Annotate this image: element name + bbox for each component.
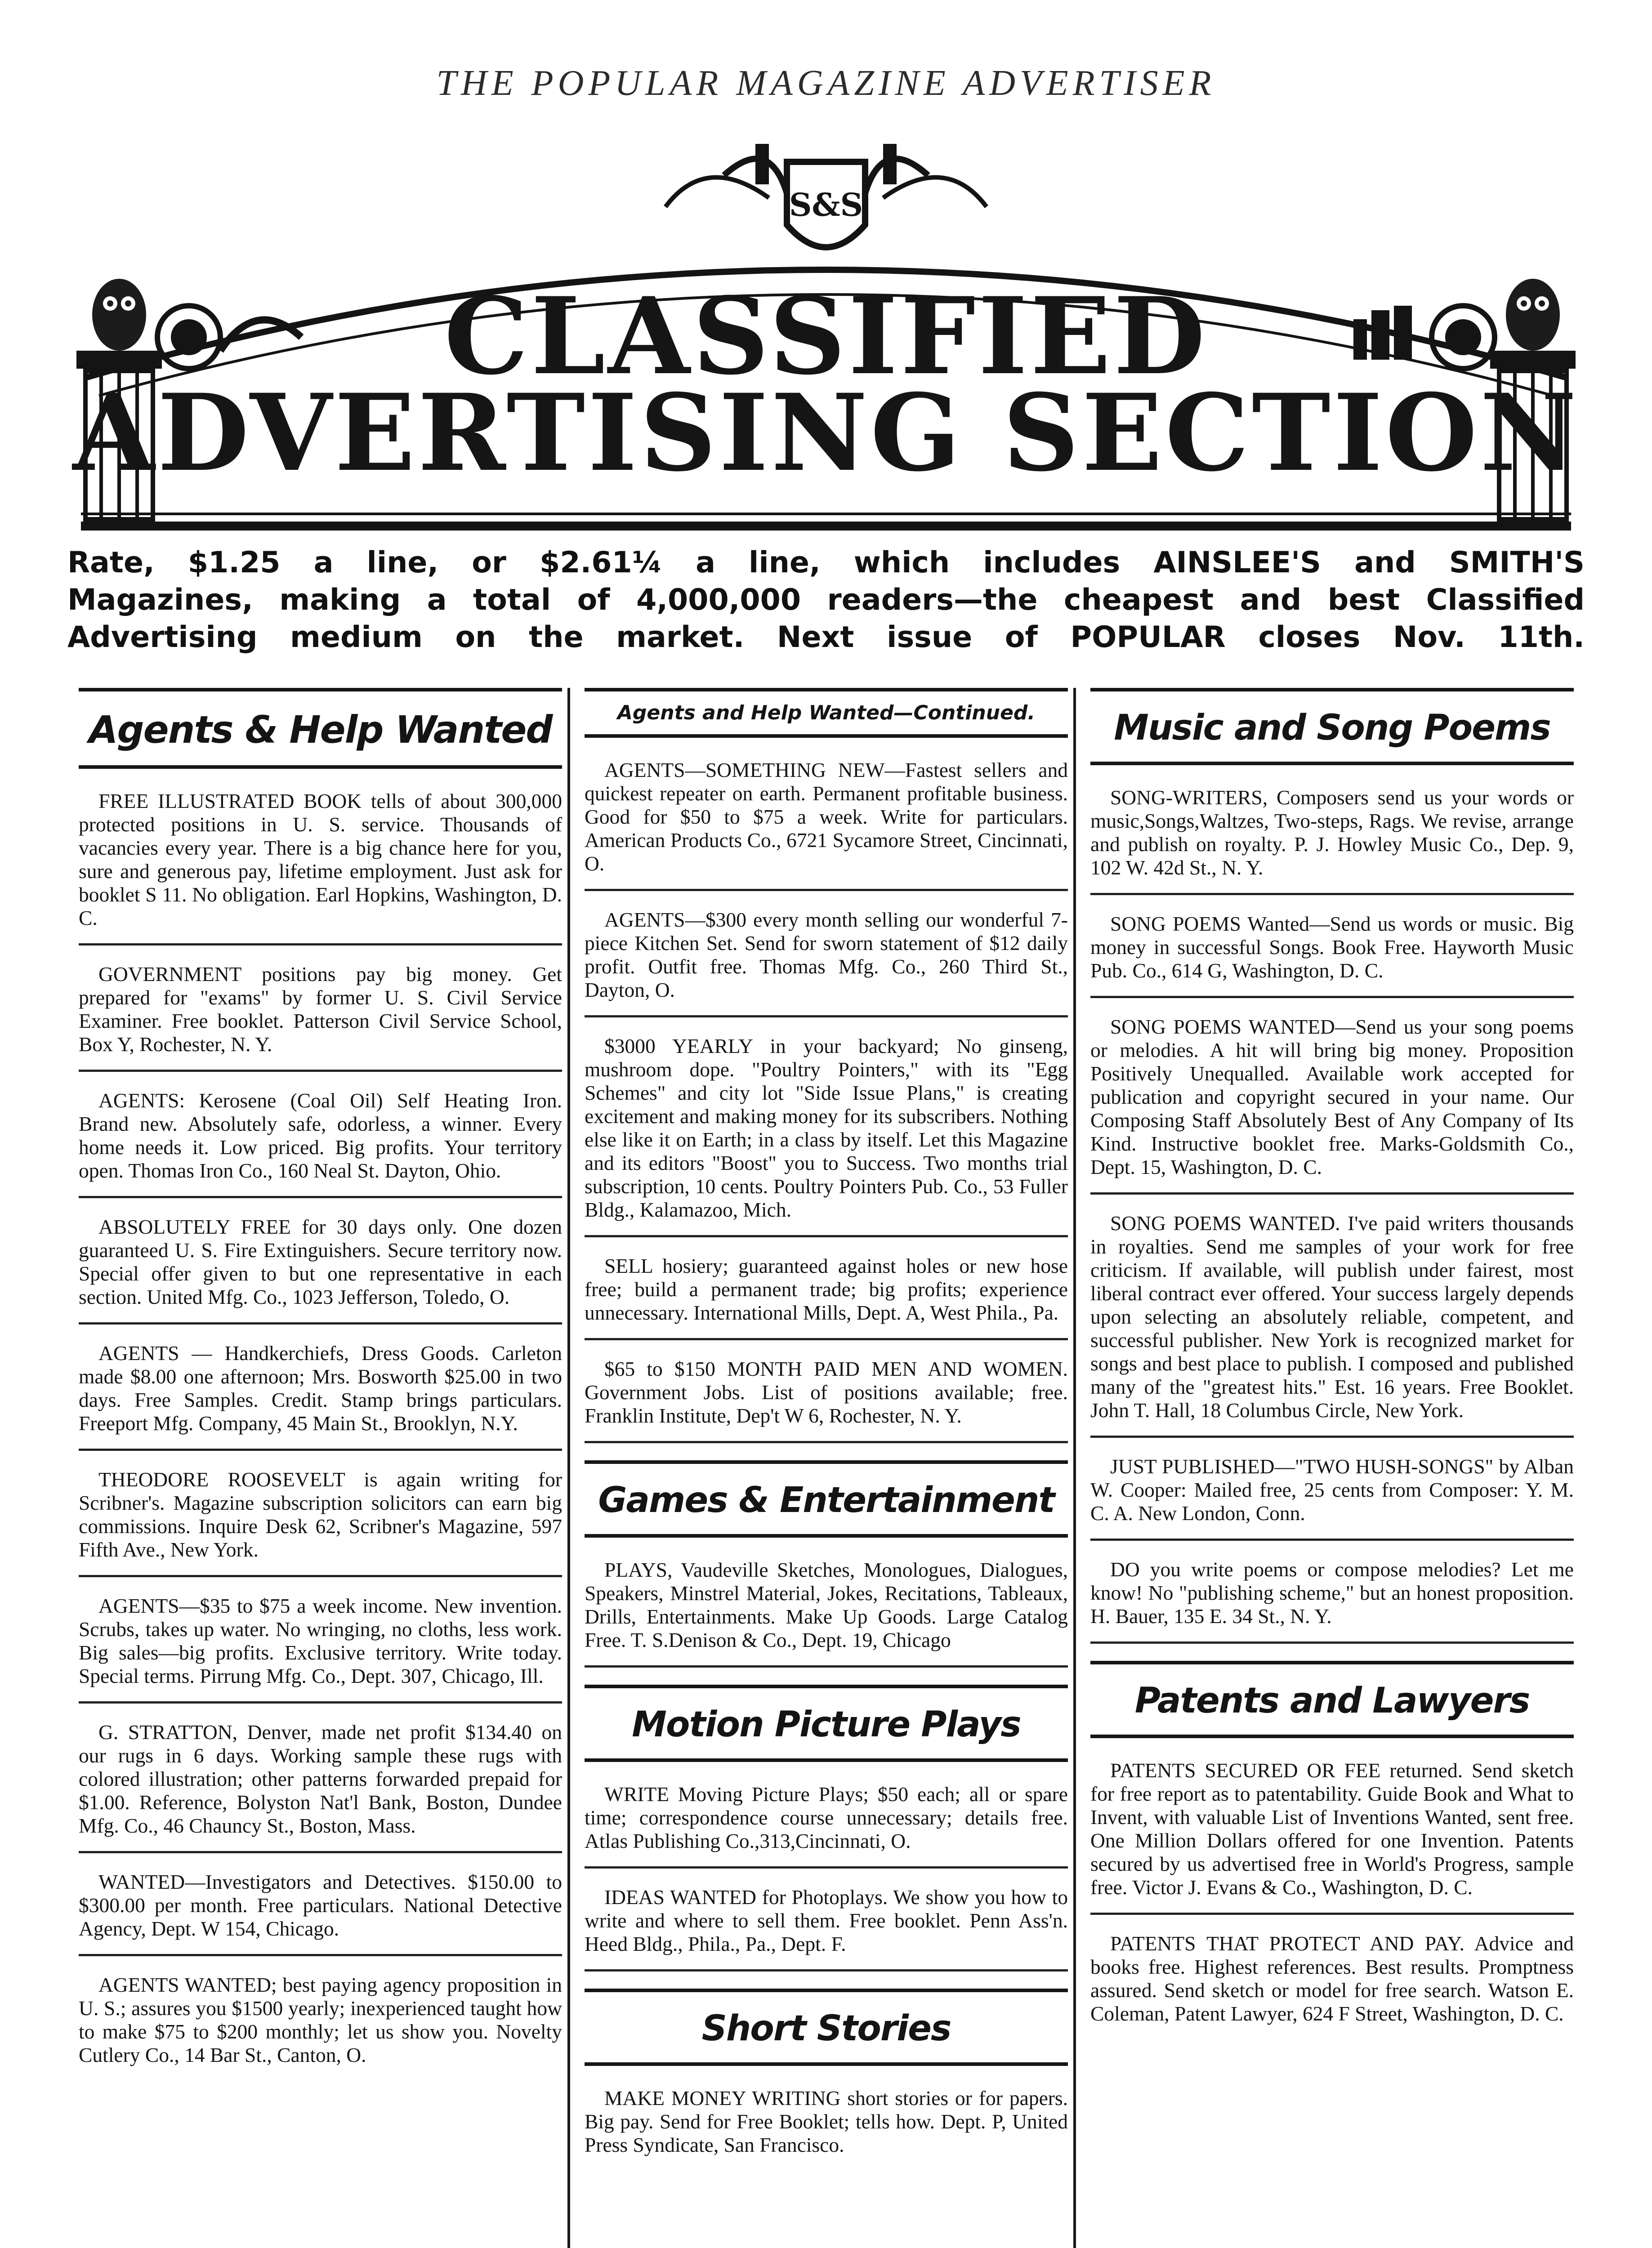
rate-line: Advertising medium on the market. Next issue of POPULAR closes Nov. 11th. <box>67 620 1585 654</box>
classified-ad: SELL hosiery; guaranteed against holes or new hose free; build a permanent trade; big profits; experience unnecessary. International Mills, Dept. A, West Phila., Pa. <box>585 1254 1068 1340</box>
classified-ad: SONG POEMS WANTED—Send us your song poems or melodies. A hit will bring big money. Proposition Positively Unequalled. Available work accepted for publication and copyright secured in your name. Our Composing Staff Absolutely Best of Any Company of Its Kind. Instructive booklet free. Marks-Goldsmith Co., Dept. 15, Washington, D. C. <box>1090 1015 1574 1195</box>
section-heading: Games & Entertainment <box>585 1460 1068 1538</box>
section-heading: Patents and Lawyers <box>1090 1661 1574 1738</box>
rate-line: Magazines, making a total of 4,000,000 readers—the cheapest and best Classified <box>67 583 1585 617</box>
classified-ad: PATENTS THAT PROTECT AND PAY. Advice and books free. Highest references. Best results. Promptness assured. Send sketch or model for free search. Watson E. Coleman, Patent Lawyer, 624 F Street, Washington, D. C. <box>1090 1932 1574 2025</box>
section-heading: Short Stories <box>585 1989 1068 2066</box>
classified-banner <box>67 126 1585 558</box>
classified-ad: AGENTS: Kerosene (Coal Oil) Self Heating Iron. Brand new. Absolutely safe, odorless, a winner. Every home needs it. Low priced. Big profits. Your territory open. Thomas Iron Co., 160 Neal St. Dayton, Ohio. <box>79 1089 562 1198</box>
banner-title-line2: ADVERTISING SECTION <box>72 371 1580 495</box>
classified-ad: SONG POEMS WANTED. I've paid writers thousands in royalties. Send me samples of your work for free criticism. If available, will publish under fairest, most liberal contract ever offered. Your success largely depends upon selecting an absolutely reliable, competent, and successful publisher. New York is recognized market for songs and best place to publish. I composed and published many of the "greatest hits." Est. 16 years. Free Booklet. John T. Hall, 18 Columbus Circle, New York. <box>1090 1212 1574 1438</box>
classified-ad: AGENTS—SOMETHING NEW—Fastest sellers and quickest repeater on earth. Permanent profitable business. Good for $50 to $75 a week. Write for particulars. American Products Co., 6721 Sycamore Street, Cincinnati, O. <box>585 758 1068 891</box>
rate-notice <box>67 544 1585 656</box>
classified-ad: WRITE Moving Picture Plays; $50 each; all or spare time; correspondence course unnecessary; details free. Atlas Publishing Co.,313,Cincinnati, O. <box>585 1783 1068 1869</box>
classified-ad: MAKE MONEY WRITING short stories or for papers. Big pay. Send for Free Booklet; tells how. Dept. P, United Press Syndicate, San Francisco. <box>585 2087 1068 2156</box>
classified-ad: SONG-WRITERS, Composers send us your words or music,Songs,Waltzes, Two-steps, Rags. We revise, arrange and publish on royalty. P. J. Howley Music Co., Dep. 9, 102 W. 42d St., N. Y. <box>1090 786 1574 895</box>
classified-ad: THEODORE ROOSEVELT is again writing for Scribner's. Magazine subscription solicitors can earn big commissions. Inquire Desk 62, Scribner's Magazine, 597 Fifth Ave., New York. <box>79 1468 562 1577</box>
classified-ad: AGENTS — Handkerchiefs, Dress Goods. Carleton made $8.00 one afternoon; Mrs. Bosworth $25.00 in two days. Free Samples. Credit. Stamp brings particulars. Freeport Mfg. Company, 45 Main St., Brooklyn, N.Y. <box>79 1342 562 1451</box>
crest-monogram: S&S <box>789 186 863 223</box>
column-1 <box>79 688 562 2097</box>
column-divider <box>567 688 570 2248</box>
classified-ad: AGENTS—$35 to $75 a week income. New invention. Scrubs, takes up water. No wringing, no cloths, less work. Big sales—big profits. Exclusive territory. Write today. Special terms. Pirrung Mfg. Co., Dept. 307, Chicago, Ill. <box>79 1594 562 1704</box>
column-2 <box>585 688 1068 2187</box>
section-heading: Motion Picture Plays <box>585 1685 1068 1762</box>
section-heading: Agents and Help Wanted—Continued. <box>585 688 1068 738</box>
classified-ad: FREE ILLUSTRATED BOOK tells of about 300,000 protected positions in U. S. service. Thousands of vacancies every year. There is a big chance here for you, sure and generous pay, lifetime employment. Just ask for booklet S 11. No obligation. Earl Hopkins, Washington, D. C. <box>79 789 562 946</box>
column-divider <box>1073 688 1076 2248</box>
classified-ad: AGENTS WANTED; best paying agency proposition in U. S.; assures you $1500 yearly; inexperienced taught how to make $75 to $200 monthly; let us show you. Novelty Cutlery Co., 14 Bar St., Canton, O. <box>79 1973 562 2066</box>
section-heading: Music and Song Poems <box>1090 688 1574 765</box>
classified-ad: ABSOLUTELY FREE for 30 days only. One dozen guaranteed U. S. Fire Extinguishers. Secure territory now. Special offer given to but one representative in each section. United Mfg. Co., 1023 Jefferson, Toledo, O. <box>79 1215 562 1325</box>
section-heading: Agents & Help Wanted <box>79 688 562 769</box>
classified-ad: GOVERNMENT positions pay big money. Get prepared for "exams" by former U. S. Civil Service Examiner. Free booklet. Patterson Civil Service School, Box Y, Rochester, N. Y. <box>79 963 562 1072</box>
banner-title-line1: CLASSIFIED <box>444 274 1208 398</box>
classified-ad: SONG POEMS Wanted—Send us words or music. Big money in successful Songs. Book Free. Hayworth Music Pub. Co., 614 G, Washington, D. C. <box>1090 912 1574 998</box>
classified-ad: WANTED—Investigators and Detectives. $150.00 to $300.00 per month. Free particulars. National Detective Agency, Dept. W 154, Chicago. <box>79 1870 562 1956</box>
column-3 <box>1090 688 1574 2056</box>
classified-ad: $3000 YEARLY in your backyard; No ginseng, mushroom dope. "Poultry Pointers," with its "Egg Schemes" and city lot "Side Issue Plans," is creating excitement and making money for its subscribers. Nothing else like it on Earth; in a class by itself. Let this Magazine and its editors "Boost" you to Success. Two months trial subscription, 10 cents. Poultry Pointers Pub. Co., 53 Fuller Bldg., Kalamazoo, Mich. <box>585 1035 1068 1237</box>
classified-ad: AGENTS—$300 every month selling our wonderful 7-piece Kitchen Set. Send for sworn statement of $12 daily profit. Outfit free. Thomas Mfg. Co., 260 Third St., Dayton, O. <box>585 908 1068 1017</box>
rate-line: Rate, $1.25 a line, or $2.61¼ a line, which includes AINSLEE'S and SMITH'S <box>67 546 1585 580</box>
classified-ad: $65 to $150 MONTH PAID MEN AND WOMEN. Government Jobs. List of positions available; free. Franklin Institute, Dep't W 6, Rochester, N. Y. <box>585 1357 1068 1443</box>
running-head: THE POPULAR MAGAZINE ADVERTISER <box>436 63 1216 103</box>
classified-ad: IDEAS WANTED for Photoplays. We show you how to write and where to sell them. Free booklet. Penn Ass'n. Heed Bldg., Phila., Pa., Dept. F. <box>585 1886 1068 1971</box>
classified-ad: PLAYS, Vaudeville Sketches, Monologues, Dialogues, Speakers, Minstrel Material, Jokes, Recitations, Tableaux, Drills, Entertainments. Make Up Goods. Large Catalog Free. T. S.Denison & Co., Dept. 19, Chicago <box>585 1558 1068 1668</box>
classified-ad: JUST PUBLISHED—"TWO HUSH-SONGS" by Alban W. Cooper: Mailed free, 25 cents from Composer: Y. M. C. A. New London, Conn. <box>1090 1455 1574 1541</box>
classified-ad: PATENTS SECURED OR FEE returned. Send sketch for free report as to patentability. Guide Book and What to Invent, with valuable List of Inventions Wanted, sent free. One Million Dollars offered for one Invention. Patents secured by us advertised free in World's Progress, sample free. Victor J. Evans & Co., Washington, D. C. <box>1090 1759 1574 1915</box>
classified-ad: G. STRATTON, Denver, made net profit $134.40 on our rugs in 6 days. Working sample these rugs with colored illustration; other patterns forwarded prepaid for $1.00. Reference, Bolyston Nat'l Bank, Boston, Dundee Mfg. Co., 46 Chauncy St., Boston, Mass. <box>79 1721 562 1853</box>
classified-ad: DO you write poems or compose melodies? Let me know! No "publishing scheme," but an honest proposition. H. Bauer, 135 E. 34 St., N. Y. <box>1090 1558 1574 1644</box>
